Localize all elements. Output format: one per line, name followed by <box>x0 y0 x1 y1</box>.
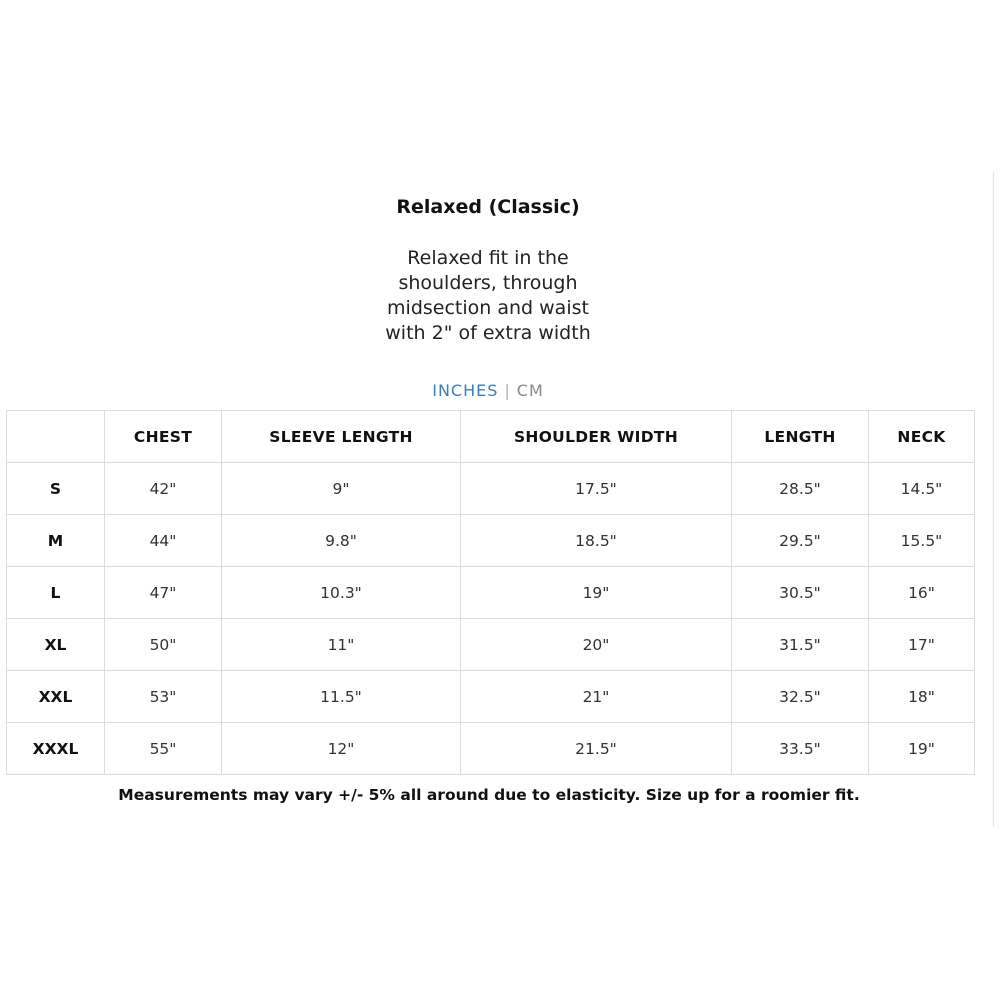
length-value: 32.5" <box>732 671 869 723</box>
neck-value: 17" <box>869 619 975 671</box>
length-value: 31.5" <box>732 619 869 671</box>
description-line: midsection and waist <box>387 297 589 319</box>
shoulder-width-value: 18.5" <box>461 515 732 567</box>
shoulder-width-value: 20" <box>461 619 732 671</box>
table-row <box>7 515 975 567</box>
chest-value: 50" <box>105 619 222 671</box>
table-header-row <box>7 411 975 463</box>
header-chest: CHEST <box>105 411 222 463</box>
size-label: S <box>7 463 105 515</box>
table-row <box>7 567 975 619</box>
unit-cm-tab[interactable]: CM <box>516 381 544 400</box>
shoulder-width-value: 21" <box>461 671 732 723</box>
header-shoulder-width: SHOULDER WIDTH <box>461 411 732 463</box>
header-length: LENGTH <box>732 411 869 463</box>
chest-value: 47" <box>105 567 222 619</box>
size-label: M <box>7 515 105 567</box>
table-row <box>7 723 975 775</box>
length-value: 29.5" <box>732 515 869 567</box>
neck-value: 14.5" <box>869 463 975 515</box>
neck-value: 18" <box>869 671 975 723</box>
shoulder-width-value: 17.5" <box>461 463 732 515</box>
sleeve-length-value: 9.8" <box>222 515 461 567</box>
sleeve-length-value: 11.5" <box>222 671 461 723</box>
sleeve-length-value: 11" <box>222 619 461 671</box>
length-value: 30.5" <box>732 567 869 619</box>
table-row <box>7 463 975 515</box>
sleeve-length-value: 10.3" <box>222 567 461 619</box>
header-sleeve-length: SLEEVE LENGTH <box>222 411 461 463</box>
table-row <box>7 671 975 723</box>
chest-value: 44" <box>105 515 222 567</box>
size-label: XXXL <box>7 723 105 775</box>
neck-value: 15.5" <box>869 515 975 567</box>
shoulder-width-value: 21.5" <box>461 723 732 775</box>
header-neck: NECK <box>869 411 975 463</box>
fit-description <box>360 246 616 346</box>
length-value: 33.5" <box>732 723 869 775</box>
unit-inches-tab[interactable]: INCHES <box>432 381 499 400</box>
size-chart-table <box>6 410 975 775</box>
size-label: XXL <box>7 671 105 723</box>
fit-title: Relaxed (Classic) <box>396 196 580 218</box>
measurement-note: Measurements may vary +/- 5% all around due to elasticity. Size up for a roomier fit. <box>118 786 860 804</box>
sleeve-length-value: 12" <box>222 723 461 775</box>
description-line: Relaxed fit in the <box>407 247 569 269</box>
size-label: L <box>7 567 105 619</box>
length-value: 28.5" <box>732 463 869 515</box>
sleeve-length-value: 9" <box>222 463 461 515</box>
table-row <box>7 619 975 671</box>
header-size <box>7 411 105 463</box>
chest-value: 42" <box>105 463 222 515</box>
description-line: with 2" of extra width <box>385 322 591 344</box>
chest-value: 53" <box>105 671 222 723</box>
size-label: XL <box>7 619 105 671</box>
chest-value: 55" <box>105 723 222 775</box>
neck-value: 16" <box>869 567 975 619</box>
description-line: shoulders, through <box>398 272 578 294</box>
right-divider <box>993 172 994 827</box>
shoulder-width-value: 19" <box>461 567 732 619</box>
unit-separator: | <box>504 381 511 400</box>
neck-value: 19" <box>869 723 975 775</box>
unit-toggle <box>0 381 976 400</box>
